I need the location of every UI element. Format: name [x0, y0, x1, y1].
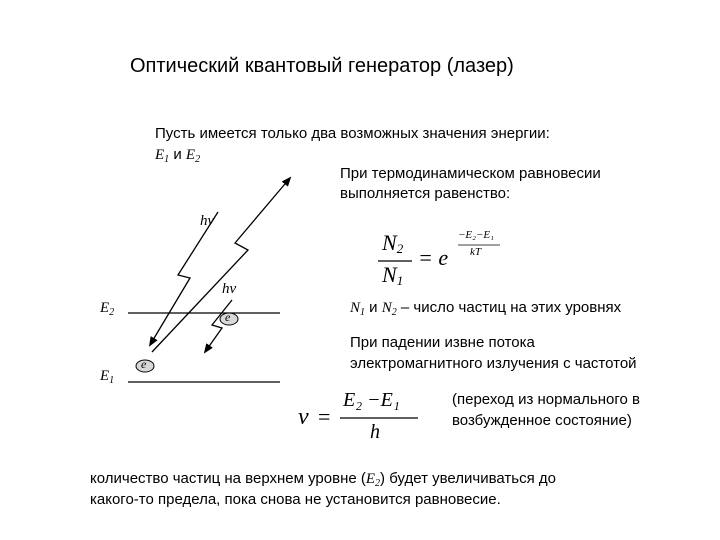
electron-lower-label: e: [141, 357, 147, 371]
conclusion-line-1: количество частиц на верхнем уровне $(E_2)$ будет увеличиваться до: [90, 470, 556, 489]
photon-label-mid: hν: [222, 281, 237, 297]
boltzmann-numerator: $N_2$: [382, 230, 404, 256]
frequency-numerator: E₂ −E₁: [343, 389, 400, 411]
boltzmann-denominator: $N_1$: [382, 262, 404, 288]
particles-note: $N_1$ и $N_2$ – число частиц на этих уровнях: [350, 299, 622, 318]
photon-label-top: hν: [200, 213, 215, 229]
boltzmann-exp-base: = e: [418, 245, 449, 270]
incident-line-1: При падении извне потока: [350, 334, 535, 351]
boltzmann-exponent-numerator: −E₂−E₁: [458, 229, 494, 241]
frequency-denominator: h: [370, 421, 380, 443]
electron-upper-label: e: [225, 310, 231, 324]
lower-level-label: $E_1$: [100, 368, 115, 386]
frequency-nu: ν: [298, 404, 309, 430]
page-title: Оптический квантовый генератор (лазер): [130, 55, 514, 77]
conclusion-line-2: какого-то предела, пока снова не установится равновесие.: [90, 491, 501, 508]
intro-levels: $E_1$ и $E_2$: [155, 146, 201, 165]
transition-line-2: возбужденное состояние): [452, 412, 632, 429]
incident-line-2: электромагнитного излучения с частотой: [350, 355, 637, 372]
small-photon-arrow: [205, 300, 232, 352]
upper-level-label: $E_2$: [100, 300, 115, 318]
transition-line-1: (переход из нормального в: [452, 391, 640, 408]
equilibrium-line-2: выполняется равенство:: [340, 185, 511, 202]
frequency-equals: =: [318, 404, 331, 429]
emitted-photon-arrow: [152, 178, 290, 352]
boltzmann-exponent-denominator: kT: [470, 246, 481, 258]
incident-photon-arrow: [150, 212, 218, 345]
intro-text: Пусть имеется только два возможных значения энергии:: [155, 125, 550, 142]
equilibrium-line-1: При термодинамическом равновесии: [340, 165, 601, 182]
